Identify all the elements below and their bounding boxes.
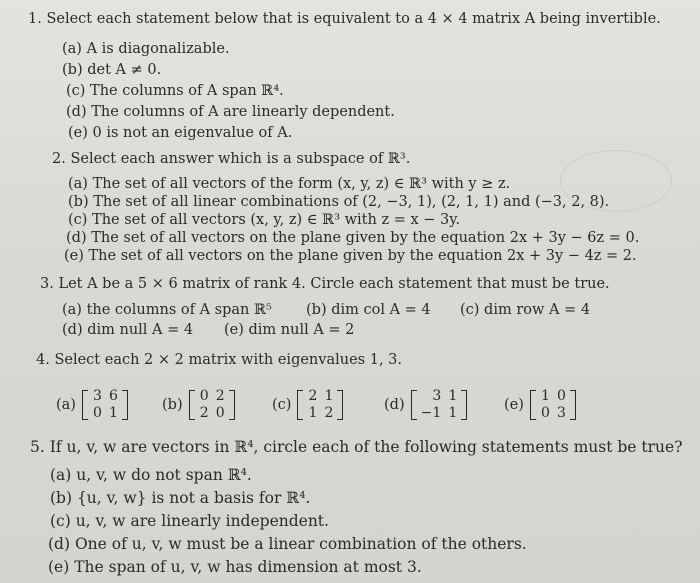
- question-5-title: 5. If u, v, w are vectors in ℝ⁴, circle each of the following statements must be true?: [30, 438, 683, 456]
- question-1-option-d[interactable]: (d) The columns of A are linearly dependent.: [66, 104, 395, 120]
- question-3-option-a[interactable]: (a) the columns of A span ℝ⁵: [62, 302, 272, 318]
- question-4-option-a[interactable]: [56, 375, 128, 435]
- question-5-option-b[interactable]: (b) {u, v, w} is not a basis for ℝ⁴.: [50, 489, 311, 507]
- option-label: (e): [504, 397, 524, 413]
- question-1-option-c[interactable]: (c) The columns of A span ℝ⁴.: [66, 83, 284, 99]
- question-3-option-d[interactable]: (d) dim null A = 4: [62, 322, 194, 338]
- question-3-option-c[interactable]: (c) dim row A = 4: [460, 302, 591, 318]
- question-2-option-d[interactable]: (d) The set of all vectors on the plane given by the equation 2x + 3y − 6z = 0.: [66, 230, 640, 246]
- question-1-option-e[interactable]: (e) 0 is not an eigenvalue of A.: [68, 125, 293, 141]
- option-label: (b): [162, 397, 183, 413]
- question-3-option-b[interactable]: (b) dim col A = 4: [306, 302, 431, 318]
- question-5-option-a[interactable]: (a) u, v, w do not span ℝ⁴.: [50, 466, 252, 484]
- question-1-option-b[interactable]: (b) det A ≠ 0.: [62, 62, 162, 78]
- option-label: (d): [384, 397, 405, 413]
- question-2-option-b[interactable]: (b) The set of all linear combinations of (2, −3, 1), (2, 1, 1) and (−3, 2, 8).: [68, 194, 610, 210]
- question-2-option-e[interactable]: (e) The set of all vectors on the plane given by the equation 2x + 3y − 4z = 2.: [64, 248, 637, 264]
- question-2-option-c[interactable]: (c) The set of all vectors (x, y, z) ∈ ℝ³ with z = x − 3y.: [68, 212, 461, 228]
- question-4-option-e[interactable]: [504, 375, 576, 435]
- option-label: (a): [56, 397, 76, 413]
- question-4-matrices: [0, 375, 700, 435]
- question-3-option-e[interactable]: (e) dim null A = 2: [224, 322, 355, 338]
- question-5-option-c[interactable]: (c) u, v, w are linearly independent.: [50, 512, 329, 530]
- question-4-title: 4. Select each 2 × 2 matrix with eigenvalues 1, 3.: [36, 352, 402, 368]
- matrix: 3 6 0 1: [82, 388, 128, 422]
- question-5-option-e[interactable]: (e) The span of u, v, w has dimension at most 3.: [48, 558, 422, 576]
- question-4-option-c[interactable]: [272, 375, 343, 435]
- question-4-option-d[interactable]: [384, 375, 467, 435]
- question-2-title: 2. Select each answer which is a subspace of ℝ³.: [52, 151, 411, 167]
- question-3-title: 3. Let A be a 5 × 6 matrix of rank 4. Circle each statement that must be true.: [40, 276, 610, 292]
- matrix: 3 1 −1 1: [411, 388, 468, 422]
- question-1-title: 1. Select each statement below that is equivalent to a 4 × 4 matrix A being invertible.: [28, 11, 661, 27]
- matrix: 1 0 0 3: [530, 388, 576, 422]
- question-4-option-b[interactable]: [162, 375, 235, 435]
- matrix: 2 1 1 2: [297, 388, 343, 422]
- question-1-option-a[interactable]: (a) A is diagonalizable.: [62, 41, 230, 57]
- option-label: (c): [272, 397, 292, 413]
- question-5-option-d[interactable]: (d) One of u, v, w must be a linear combination of the others.: [48, 535, 527, 553]
- matrix: 0 2 2 0: [189, 388, 235, 422]
- question-2-option-a[interactable]: (a) The set of all vectors of the form (x, y, z) ∈ ℝ³ with y ≥ z.: [68, 176, 511, 192]
